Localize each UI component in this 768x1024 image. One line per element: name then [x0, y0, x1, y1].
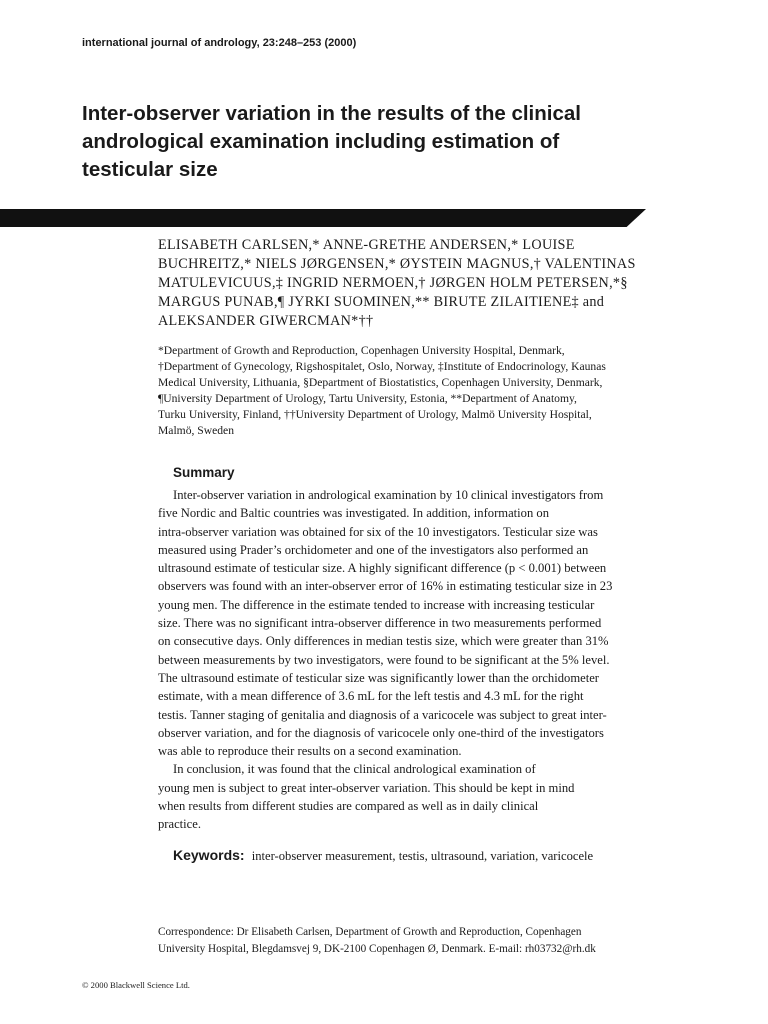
summary-line: In conclusion, it was found that the clinical andrological examination of	[173, 762, 536, 777]
keywords-label: Keywords:	[173, 847, 245, 863]
summary-line: between measurements by two investigators, were found to be significant at the 5% level.	[158, 652, 610, 667]
author-line: ELISABETH CARLSEN,* ANNE-GRETHE ANDERSEN,* LOUISE	[158, 237, 575, 253]
correspondence-line: University Hospital, Blegdamsvej 9, DK-2100 Copenhagen Ø, Denmark. E-mail: rh03732@rh.dk	[158, 943, 596, 955]
affiliation-line: Turku University, Finland, ††University Department of Urology, Malmö University Hospital,	[158, 408, 592, 422]
summary-line: observers was found with an inter-observer error of 16% in estimating testicular size in 23	[158, 579, 613, 594]
summary-line: estimate, with a mean difference of 3.6 mL for the left testis and 4.3 mL for the right	[158, 689, 584, 704]
summary-line: young men. The difference in the estimate tended to increase with increasing testicular	[158, 597, 595, 612]
summary-line: practice.	[158, 817, 201, 832]
summary-heading: Summary	[173, 465, 235, 480]
summary-line: was able to reproduce their results on a second examination.	[158, 744, 462, 759]
author-line: BUCHREITZ,* NIELS JØRGENSEN,* ØYSTEIN MAGNUS,† VALENTINAS	[158, 256, 636, 272]
summary-line: The ultrasound estimate of testicular size was significantly lower than the orchidometer	[158, 670, 599, 685]
affiliation-line: *Department of Growth and Reproduction, Copenhagen University Hospital, Denmark,	[158, 344, 565, 357]
title-rule-bar	[0, 209, 646, 227]
affiliations	[158, 343, 648, 440]
author-line: MARGUS PUNAB,¶ JYRKI SUOMINEN,** BIRUTE ZILAITIENE‡ and	[158, 294, 605, 310]
summary-line: observer variation, and for the diagnosis of varicocele only one-third of the investigators	[158, 725, 604, 740]
summary-line: five Nordic and Baltic countries was investigated. In addition, information on	[158, 506, 550, 521]
correspondence-line: Correspondence: Dr Elisabeth Carlsen, Department of Growth and Reproduction, Copenhagen	[158, 926, 582, 938]
summary-line: ultrasound estimate of testicular size. A highly significant difference (p < 0.001) between	[158, 561, 607, 576]
summary-line: intra-observer variation was obtained for six of the 10 investigators. Testicular size was	[158, 524, 598, 539]
affiliation-line: Malmö, Sweden	[158, 424, 234, 438]
summary-line: testis. Tanner staging of genitalia and diagnosis of a varicocele was subject to great inter-	[158, 707, 607, 722]
summary-line: measured using Prader’s orchidometer and one of the investigators also performed an	[158, 542, 589, 557]
summary-line: size. There was no significant intra-observer difference in two measurements performed	[158, 616, 602, 631]
summary-line: Inter-observer variation in andrological examination by 10 clinical investigators from	[173, 488, 604, 502]
correspondence	[158, 924, 658, 958]
author-line: MATULEVICUUS,‡ INGRID NERMOEN,† JØRGEN HOLM PETERSEN,*§	[158, 275, 628, 291]
summary-line: when results from different studies are compared as well as in daily clinical	[158, 799, 539, 814]
keywords-text: inter-observer measurement, testis, ultrasound, variation, varicocele	[251, 849, 594, 863]
summary-line: on consecutive days. Only differences in median testis size, which were greater than 31%	[158, 634, 609, 649]
keywords	[173, 847, 653, 864]
journal-header: international journal of andrology, 23:248–253 (2000)	[82, 37, 357, 49]
affiliation-line: †Department of Gynecology, Rigshospitalet, Oslo, Norway, ‡Institute of Endocrinology, Kaunas	[158, 360, 606, 374]
author-line: ALEKSANDER GIWERCMAN*††	[158, 313, 374, 329]
summary-line: young men is subject to great inter-observer variation. This should be kept in mind	[158, 780, 575, 795]
article-title: Inter-observer variation in the results of the clinical andrological examination including estimation of testicular size	[82, 102, 581, 181]
summary-text	[158, 486, 644, 834]
author-list	[158, 236, 648, 331]
affiliation-line: Medical University, Lithuania, §Department of Biostatistics, Copenhagen University, Denmark,	[158, 376, 603, 390]
copyright-notice: © 2000 Blackwell Science Ltd.	[82, 980, 190, 990]
affiliation-line: ¶University Department of Urology, Tartu University, Estonia, **Department of Anatomy,	[158, 392, 577, 406]
